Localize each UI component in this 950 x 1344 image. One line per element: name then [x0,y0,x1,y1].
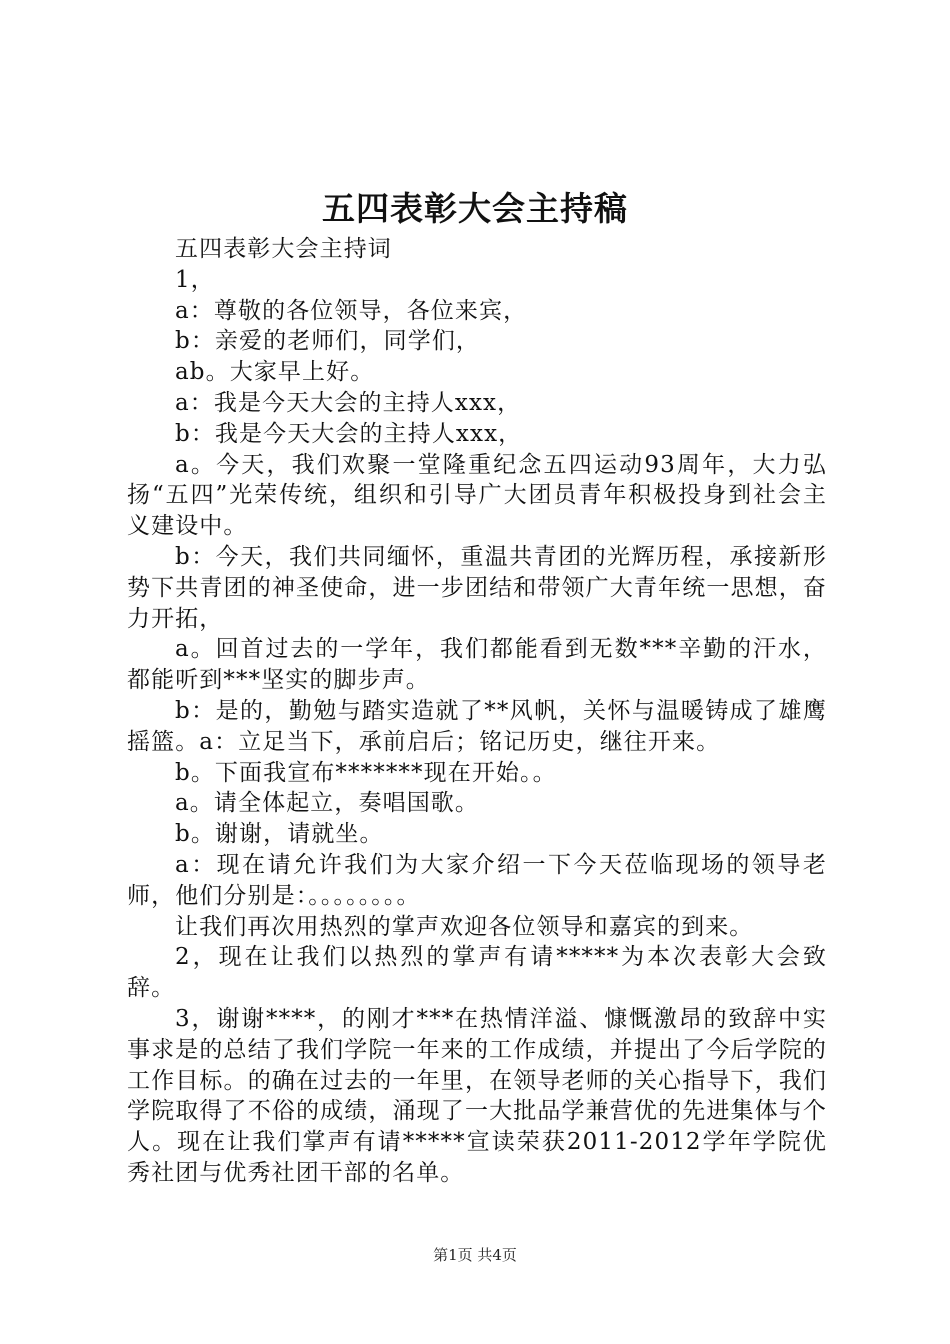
page-footer: 第1页 共4页 [433,1246,517,1264]
paragraph: 让我们再次用热烈的掌声欢迎各位领导和嘉宾的到来。 [175,913,754,940]
paragraph: a：我是今天大会的主持人xxx， [175,389,522,416]
document-body [127,234,827,1189]
paragraph: a。今天，我们欢聚一堂隆重纪念五四运动93周年，大力弘扬“五四”光荣传统，组织和引导广大团员青年积极投身到社会主义建设中。 [127,451,827,540]
paragraph: a。回首过去的一学年，我们都能看到无数***辛勤的汗水，都能听到***坚实的脚步声。 [127,636,827,694]
paragraph: 五四表彰大会主持词 [175,236,392,262]
paragraph: 1， [175,266,215,293]
paragraph: b：今天，我们共同缅怀，重温共青团的光辉历程，承接新形势下共青团的神圣使命，进一步团结和带领广大青年统一思想，奋力开拓， [127,543,827,632]
paragraph: a。请全体起立，奏唱国歌。 [175,790,480,817]
paragraph: b。下面我宣布*******现在开始。。 [175,759,557,786]
paragraph: b：我是今天大会的主持人xxx， [175,420,523,447]
paragraph: ab。大家早上好。 [175,359,375,386]
paragraph: 2，现在让我们以热烈的掌声有请*****为本次表彰大会致辞。 [127,944,827,1002]
paragraph: b。谢谢，请就坐。 [175,821,384,848]
paragraph: a：现在请允许我们为大家介绍一下今天莅临现场的领导老师，他们分别是：。。。。。。。。 [127,851,827,909]
paragraph: b：是的，勤勉与踏实造就了**风帆，关怀与温暖铸成了雄鹰摇篮。a：立足当下，承前启后；铭记历史，继往开来。 [127,697,827,755]
document-title: 五四表彰大会主持稿 [322,189,628,228]
paragraph: a：尊敬的各位领导，各位来宾， [175,297,528,324]
paragraph: b：亲爱的老师们，同学们， [175,328,481,355]
paragraph: 3，谢谢****，的刚才***在热情洋溢、慷慨激昂的致辞中实事求是的总结了我们学院一年来的工作成绩，并提出了今后学院的工作目标。的确在过去的一年里，在领导老师的关心指导下，我们学院取得了不俗的成绩，涌现了一大批品学兼营优的先进集体与个人。现在让我们掌声有请*****宣读荣获2011-2012学年学院优秀社团与优秀社团干部的名单。 [127,1005,827,1186]
